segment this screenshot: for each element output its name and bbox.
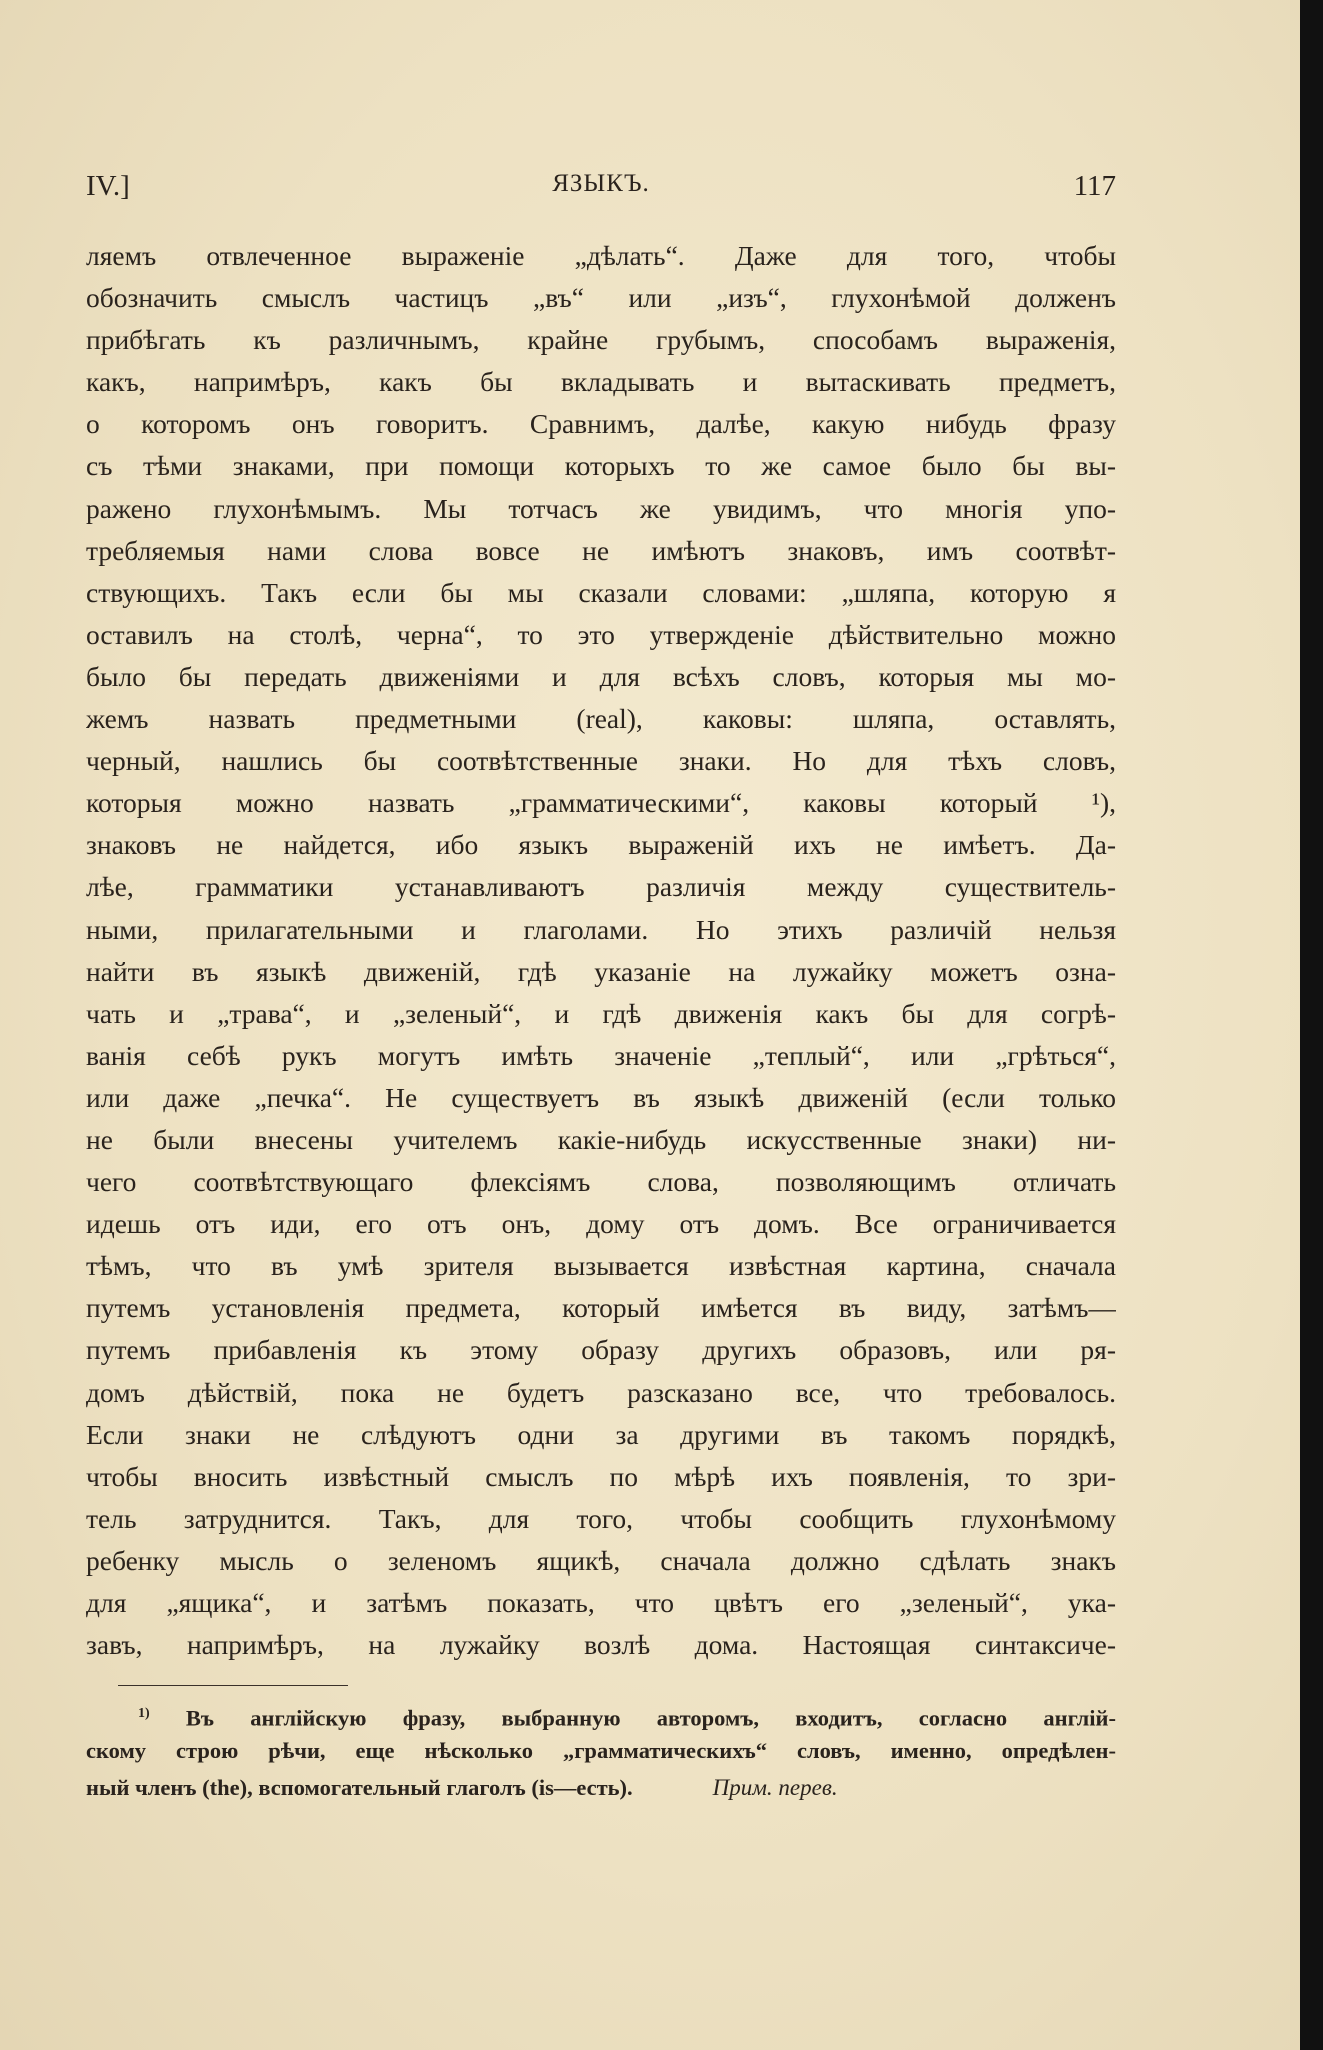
text-line: ными, прилагательными и глаголами. Но этихъ различій нельзя xyxy=(86,913,1116,945)
text-line: ражено глухонѣмымъ. Мы тотчасъ же увидимъ, что многія упо- xyxy=(86,492,1116,524)
text-line: идешь отъ иди, его отъ онъ, дому отъ домъ. Все ограничивается xyxy=(86,1208,1116,1240)
footnote-rule xyxy=(118,1685,348,1686)
text-line: оставилъ на столѣ, черна“, то это утвержденіе дѣйствительно можно xyxy=(86,618,1116,650)
text-line: черный, нашлись бы соотвѣтственные знаки. Но для тѣхъ словъ, xyxy=(86,745,1116,777)
text-line: прибѣгать къ различнымъ, крайне грубымъ, способамъ выраженія, xyxy=(86,324,1116,356)
text-line: было бы передать движеніями и для всѣхъ словъ, которыя мы мо- xyxy=(86,660,1116,692)
text-line: или даже „печка“. Не существуетъ въ языкѣ движеній (если только xyxy=(86,1081,1116,1113)
page-number: 117 xyxy=(1073,170,1116,202)
text-line: знаковъ не найдется, ибо языкъ выраженій ихъ не имѣетъ. Да- xyxy=(86,829,1116,861)
footnote-line xyxy=(86,1695,1116,1732)
footnote-text: ный членъ (the), вспомогательный глаголъ (is—есть). xyxy=(86,1775,633,1800)
text-line: чего соотвѣтствующаго флексіямъ слова, позволяющимъ отличать xyxy=(86,1166,1116,1198)
translator-note: Прим. перев. xyxy=(712,1775,838,1800)
text-line: не были внесены учителемъ какіе-нибудь искусственные знаки) ни- xyxy=(86,1123,1116,1155)
scan-edge xyxy=(1300,0,1323,2050)
text-line: обозначить смыслъ частицъ „въ“ или „изъ“, глухонѣмой долженъ xyxy=(86,282,1116,314)
chapter-number: IV.] xyxy=(86,170,130,202)
text-line: тѣмъ, что въ умѣ зрителя вызывается извѣстная картина, сначала xyxy=(86,1250,1116,1282)
text-line: ляемъ отвлеченное выраженіе „дѣлать“. Даже для того, чтобы xyxy=(86,240,1116,271)
text-line: ребенку мысль о зеленомъ ящикѣ, сначала должно сдѣлать знакъ xyxy=(86,1544,1116,1576)
text-line: жемъ назвать предметными (real), каковы: шляпа, оставлять, xyxy=(86,703,1116,735)
text-line: завъ, напримѣръ, на лужайку возлѣ дома. Настоящая синтаксиче- xyxy=(86,1629,1116,1661)
text-line: ванія себѣ рукъ могутъ имѣть значеніе „теплый“, или „грѣться“, xyxy=(86,1039,1116,1071)
text-line: съ тѣми знаками, при помощи которыхъ то же самое было бы вы- xyxy=(86,450,1116,482)
text-line: для „ящика“, и затѣмъ показать, что цвѣтъ его „зеленый“, ука- xyxy=(86,1587,1116,1618)
text-line: домъ дѣйствій, пока не будетъ разсказано все, что требовалось. xyxy=(86,1376,1116,1408)
text-line: какъ, напримѣръ, какъ бы вкладывать и вытаскивать предметъ, xyxy=(86,366,1116,398)
running-header xyxy=(86,170,1116,210)
running-title: ЯЗЫКЪ. xyxy=(552,170,650,197)
text-line: которыя можно назвать „грамматическими“, каковы который ¹), xyxy=(86,787,1116,819)
text-line: найти въ языкѣ движеній, гдѣ указаніе на лужайку можетъ озна- xyxy=(86,955,1116,987)
footnote-marker: 1) xyxy=(138,1706,150,1721)
text-line: тель затруднится. Такъ, для того, чтобы сообщить глухонѣмому xyxy=(86,1502,1116,1534)
text-line: о которомъ онъ говоритъ. Сравнимъ, далѣе, какую нибудь фразу xyxy=(86,408,1116,440)
text-line: требляемыя нами слова вовсе не имѣютъ знаковъ, имъ соотвѣт- xyxy=(86,534,1116,566)
footnote-text: Въ англійскую фразу, выбранную авторомъ, входитъ, согласно англій- xyxy=(185,1705,1116,1731)
footnote-line xyxy=(86,1769,1116,1806)
text-line: чтобы вносить извѣстный смыслъ по мѣрѣ ихъ появленія, то зри- xyxy=(86,1460,1116,1492)
text-line: путемъ установленія предмета, который имѣется въ виду, затѣмъ— xyxy=(86,1292,1116,1324)
text-line: чать и „трава“, и „зеленый“, и гдѣ движенія какъ бы для согрѣ- xyxy=(86,997,1116,1029)
text-line: путемъ прибавленія къ этому образу другихъ образовъ, или ря- xyxy=(86,1334,1116,1366)
body-text xyxy=(86,235,1116,1666)
text-line: Если знаки не слѣдуютъ одни за другими въ такомъ порядкѣ, xyxy=(86,1418,1116,1450)
text-line: ствующихъ. Такъ если бы мы сказали словами: „шляпа, которую я xyxy=(86,576,1116,608)
text-line: лѣе, грамматики устанавливаютъ различія между существитель- xyxy=(86,871,1116,903)
footnote-line: скому строю рѣчи, еще нѣсколько „грамматическихъ“ словъ, именно, опредѣлен- xyxy=(86,1738,1116,1763)
footnote xyxy=(86,1695,1116,1806)
